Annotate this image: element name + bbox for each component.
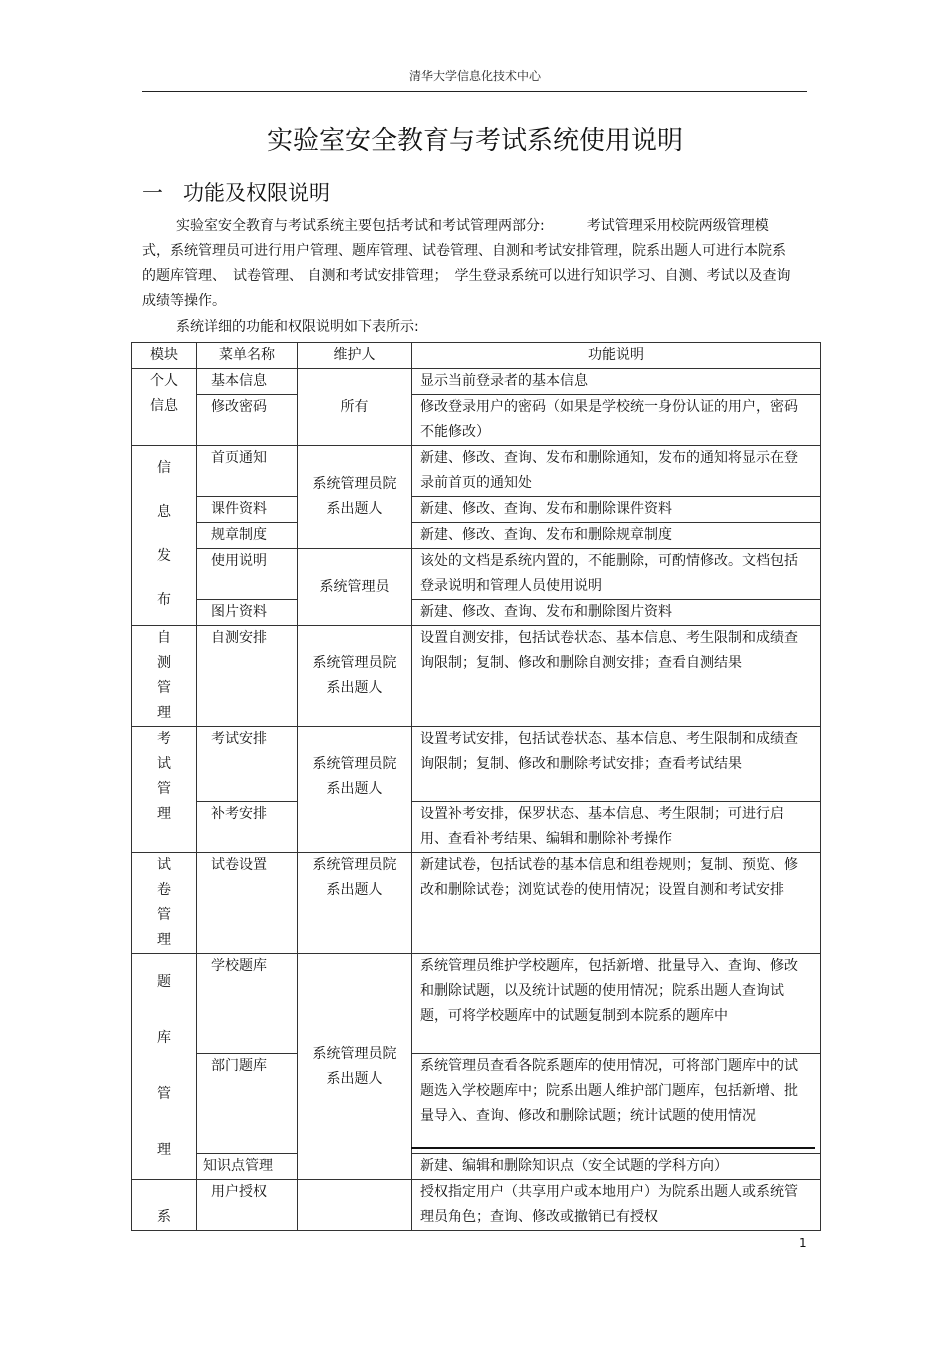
owner-userauth [298, 1180, 412, 1231]
module-bank-char: 题 [157, 973, 171, 990]
module-bank-char: 库 [157, 1029, 171, 1046]
function-table [131, 342, 821, 1231]
section-heading [142, 177, 330, 207]
table-emphasis-rule [411, 1147, 815, 1149]
module-info-char: 布 [157, 591, 171, 608]
header-menu: 菜单名称 [197, 343, 298, 369]
owner-selftest-label: 系统管理员院系出题人 [312, 655, 397, 696]
menu-knowledge: 知识点管理 [197, 1154, 298, 1180]
owner-paper-label: 系统管理员院系出题人 [312, 857, 397, 898]
table-row [132, 446, 821, 497]
module-selftest-char: 管 [157, 680, 171, 696]
desc-courseware: 新建、修改、查询、发布和删除课件资料 [412, 497, 821, 523]
table-row [132, 523, 821, 549]
table-row [132, 626, 821, 727]
module-exam-char: 试 [157, 756, 171, 772]
desc-paper: 新建试卷，包括试卷的基本信息和组卷规则；复制、预览、修改和删除试卷；浏览试卷的使用情况；设置自测和考试安排 [412, 853, 821, 954]
intro-paragraph: 实验室安全教育与考试系统主要包括考试和考试管理两部分: 考试管理采用校院两级管理模式，系统管理员可进行用户管理、题库管理、试卷管理、自测和考试安排管理，院系出题人可进行本院系的题库管理、 试卷管理、 自测和考试安排管理； 学生登录系统可以进行知识学习、自测、考试以及查询成绩等操作。 [142, 218, 791, 309]
desc-basic: 显示当前登录者的基本信息 [412, 369, 821, 395]
module-info-char: 信 [157, 459, 171, 476]
module-info-char: 息 [157, 503, 171, 520]
module-bank [132, 954, 197, 1180]
owner-bank [298, 954, 412, 1180]
menu-password: 修改密码 [197, 395, 298, 446]
owner-exam [298, 727, 412, 853]
page-number: 1 [799, 1236, 807, 1250]
table-row [132, 954, 821, 1054]
module-sys [132, 1180, 197, 1231]
module-exam-char: 管 [157, 781, 171, 797]
document-title: 实验室安全教育与考试系统使用说明 [266, 126, 683, 156]
table-lead: 系统详细的功能和权限说明如下表所示: [176, 319, 419, 335]
owner-exam-label: 系统管理员院系出题人 [312, 756, 397, 797]
module-paper-char: 理 [157, 932, 171, 948]
owner-admin-dept-label: 系统管理员院系出题人 [312, 476, 397, 517]
desc-makeup: 设置补考安排，保罗状态、基本信息、考生限制；可进行启用、查看补考结果、编辑和删除补考操作 [412, 802, 821, 853]
menu-userauth: 用户授权 [197, 1180, 298, 1231]
module-paper [132, 853, 197, 954]
module-selftest-char: 测 [157, 655, 171, 671]
table-row [132, 369, 821, 395]
module-paper-char: 管 [157, 907, 171, 923]
desc-schoolbank: 系统管理员维护学校题库，包括新增、批量导入、查询、修改和删除试题，以及统计试题的使用情况；院系出题人查询试题，可将学校题库中的试题复制到本院系的题库中 [412, 954, 821, 1054]
module-sys-label: 系 [157, 1209, 171, 1225]
module-personal-label: 个人信息 [150, 373, 178, 414]
desc-userauth: 授权指定用户（共享用户或本地用户）为院系出题人或系统管理员角色；查询、修改或撤销已有授权 [412, 1180, 821, 1231]
table-row [132, 1154, 821, 1180]
table-row [132, 600, 821, 626]
menu-exam: 考试安排 [197, 727, 298, 802]
section-title: 功能及权限说明 [183, 181, 330, 205]
owner-bank-label: 系统管理员院系出题人 [312, 1045, 397, 1087]
module-bank-char: 管 [157, 1086, 171, 1103]
owner-all: 所有 [298, 369, 412, 446]
table-row [132, 395, 821, 446]
menu-basic: 基本信息 [197, 369, 298, 395]
desc-notice: 新建、修改、查询、发布和删除通知，发布的通知将显示在登录前首页的通知处 [412, 446, 821, 497]
page-header: 清华大学信息化技术中心 [408, 69, 541, 83]
table-row [132, 1054, 821, 1154]
desc-images: 新建、修改、查询、发布和删除图片资料 [412, 600, 821, 626]
table-row [132, 727, 821, 802]
module-personal [132, 369, 197, 446]
module-exam-char: 理 [157, 806, 171, 822]
module-selftest [132, 626, 197, 727]
desc-knowledge: 新建、编辑和删除知识点（安全试题的学科方向） [412, 1154, 821, 1180]
table-row [132, 549, 821, 600]
owner-admin-dept [298, 446, 412, 549]
owner-paper [298, 853, 412, 954]
menu-selftest: 自测安排 [197, 626, 298, 727]
menu-manual: 使用说明 [197, 549, 298, 600]
table-row [132, 853, 821, 954]
module-info [132, 446, 197, 626]
table-row [132, 1180, 821, 1231]
desc-selftest: 设置自测安排，包括试卷状态、基本信息、考生限制和成绩查询限制；复制、修改和删除自测安排；查看自测结果 [412, 626, 821, 727]
menu-courseware: 课件资料 [197, 497, 298, 523]
desc-deptbank: 系统管理员查看各院系题库的使用情况，可将部门题库中的试题选入学校题库中；院系出题人维护部门题库，包括新增、批量导入、查询、修改和删除试题；统计试题的使用情况 [412, 1054, 821, 1154]
header-owner: 维护人 [298, 343, 412, 369]
menu-images: 图片资料 [197, 600, 298, 626]
section-number: 一 [142, 181, 163, 205]
owner-selftest [298, 626, 412, 727]
module-exam-char: 考 [157, 731, 171, 747]
desc-password: 修改登录用户的密码（如果是学校统一身份认证的用户，密码不能修改） [412, 395, 821, 446]
menu-schoolbank: 学校题库 [197, 954, 298, 1054]
module-bank-char: 理 [157, 1142, 171, 1159]
module-selftest-char: 理 [157, 705, 171, 721]
menu-notice: 首页通知 [197, 446, 298, 497]
table-row [132, 497, 821, 523]
table-header-row [132, 343, 821, 369]
header-module: 模块 [132, 343, 197, 369]
module-selftest-char: 自 [157, 630, 171, 646]
module-paper-char: 试 [157, 857, 171, 873]
header-function: 功能说明 [412, 343, 821, 369]
owner-admin: 系统管理员 [298, 549, 412, 626]
menu-paper: 试卷设置 [197, 853, 298, 954]
menu-rules: 规章制度 [197, 523, 298, 549]
module-info-char: 发 [157, 547, 171, 564]
menu-deptbank: 部门题库 [197, 1054, 298, 1154]
module-exam [132, 727, 197, 853]
desc-exam: 设置考试安排，包括试卷状态、基本信息、考生限制和成绩查询限制；复制、修改和删除考试安排；查看考试结果 [412, 727, 821, 802]
menu-makeup: 补考安排 [197, 802, 298, 853]
desc-manual: 该处的文档是系统内置的，不能删除，可酌情修改。文档包括登录说明和管理人员使用说明 [412, 549, 821, 600]
header-rule [142, 91, 807, 92]
table-row [132, 802, 821, 853]
desc-rules: 新建、修改、查询、发布和删除规章制度 [412, 523, 821, 549]
module-paper-char: 卷 [157, 882, 171, 898]
